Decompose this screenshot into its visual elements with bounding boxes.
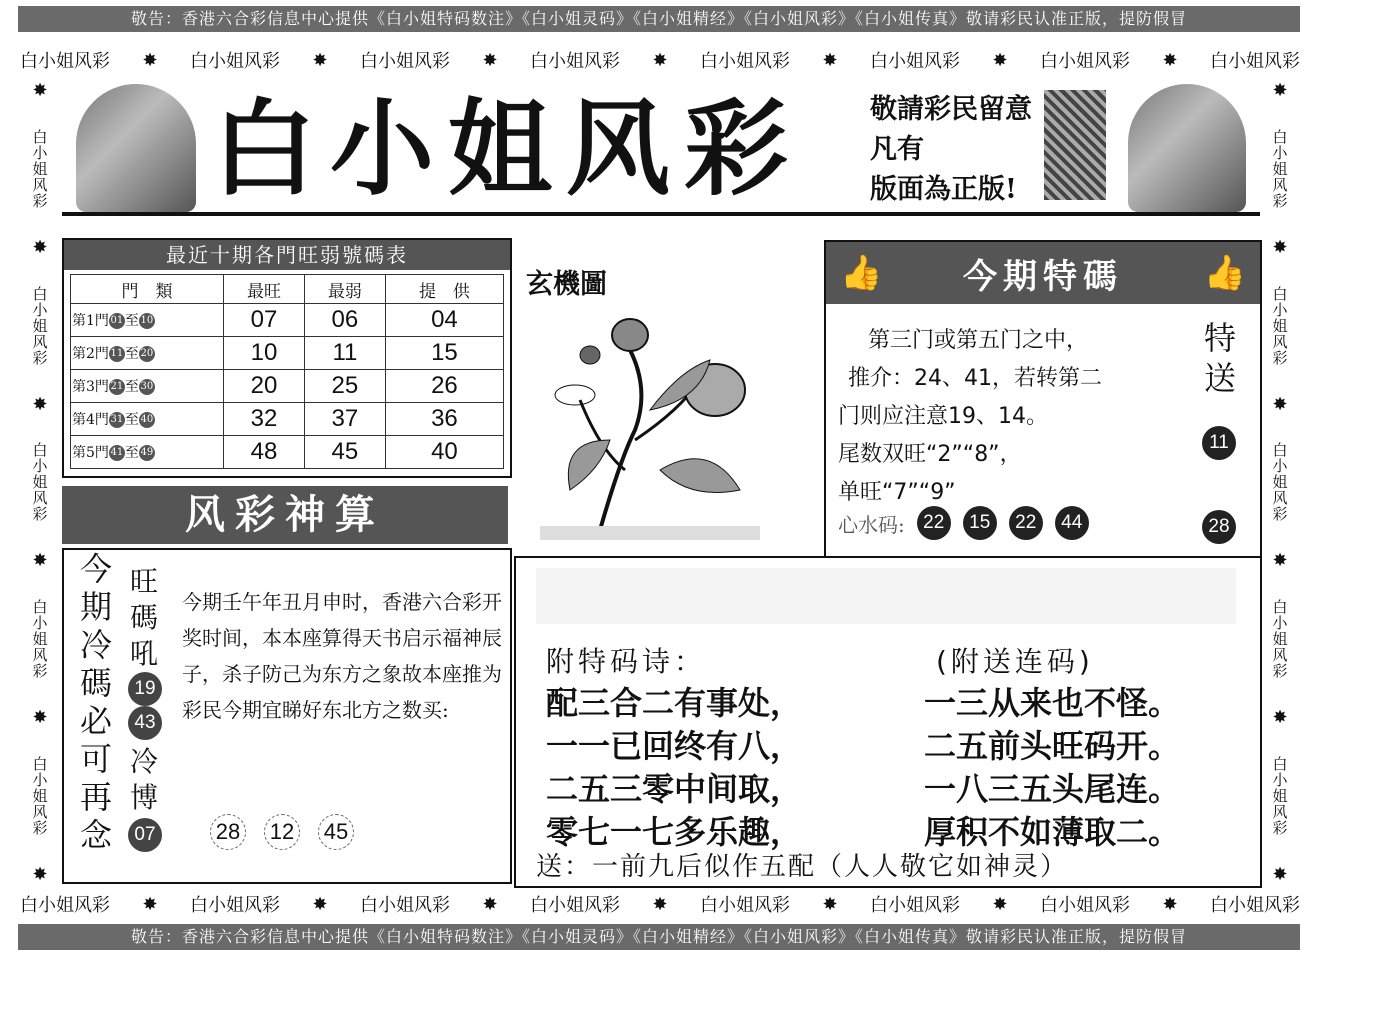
strip-label: 白小姐风彩 (360, 895, 450, 916)
strip-label: 白小姐风彩 (1270, 128, 1289, 209)
poem-line: 厚积不如薄取二。 (924, 813, 1181, 851)
poem-right-lines (924, 682, 1180, 854)
strip-label: 白小姐风彩 (700, 51, 790, 72)
range-from: 31 (109, 412, 125, 428)
provide-cell: 26 (385, 370, 503, 403)
door-table-title: 最近十期各門旺弱號碼表 (64, 240, 510, 270)
tema-line: 尾数双旺“2”“8”， (838, 442, 1022, 467)
tema-line: 单旺“7”“9” (838, 480, 956, 505)
range-from: 21 (109, 379, 125, 395)
star-icon: ✸ (32, 550, 48, 572)
portrait-right-image (1128, 84, 1246, 212)
mid-ball: 07 (128, 818, 162, 852)
stamp-image (1044, 90, 1106, 200)
star-icon: ✸ (32, 80, 48, 101)
to-label: 至 (124, 379, 139, 395)
xuanji-title: 玄機圖 (526, 269, 607, 300)
door-table-panel (62, 238, 512, 478)
min-cell: 45 (304, 436, 385, 469)
strip-label: 白小姐风彩 (1210, 51, 1300, 72)
poem-panel (514, 556, 1262, 888)
min-cell: 25 (304, 370, 385, 403)
mid-ball: 43 (128, 706, 162, 740)
strip-label: 白小姐风彩 (360, 51, 450, 72)
fengcai-mid-column-top: 旺碼吼 (130, 565, 159, 670)
star-icon: ✸ (142, 49, 158, 71)
special-label: 特送 (1203, 319, 1236, 397)
poem-line: 一八三五头尾连。 (924, 770, 1181, 808)
top-strip (20, 46, 1300, 74)
min-cell: 06 (304, 304, 385, 337)
star-icon: ✸ (1272, 550, 1288, 572)
tema-title: 今期特碼 (963, 256, 1123, 297)
strip-label: 白小姐风彩 (20, 51, 110, 72)
masthead-divider (62, 212, 1260, 216)
star-icon: ✸ (1162, 893, 1178, 915)
tema-line: 推介：24、41，若转第二 (848, 366, 1102, 391)
star-icon: ✸ (1272, 863, 1288, 885)
masthead-notice (870, 90, 1050, 210)
max-cell: 20 (224, 370, 305, 403)
door-table (70, 274, 504, 469)
heart-numbers-row (838, 506, 1089, 540)
bottom-banner: 敬告：香港六合彩信息中心提供《白小姐特码数注》《白小姐灵码》《白小姐精经》《白小姐风彩》《白小姐传真》敬请彩民认准正版，提防假冒 (18, 924, 1300, 950)
poem-subtitle: (附送连码) (936, 645, 1094, 678)
strip-label: 白小姐风彩 (1210, 895, 1300, 916)
flower-drawing (540, 300, 780, 540)
fengcai-left-column: 今期冷碼必可再念 (80, 550, 113, 854)
heart-number: 15 (963, 506, 997, 540)
provide-cell: 04 (385, 304, 503, 337)
max-cell: 10 (224, 337, 305, 370)
tema-line: 第三门或第五门之中， (868, 328, 1089, 353)
poem-line: 一三从来也不怪。 (924, 684, 1181, 722)
star-icon: ✸ (32, 393, 48, 415)
thumbs-up-icon: 👍 (1203, 253, 1246, 293)
heart-number: 44 (1055, 506, 1089, 540)
min-cell: 11 (304, 337, 385, 370)
heart-label: 心水码: (838, 512, 905, 537)
tema-panel (824, 240, 1262, 558)
strip-label: 白小姐风彩 (20, 895, 110, 916)
strip-label: 白小姐风彩 (30, 442, 49, 523)
poem-blank-area (536, 568, 1236, 624)
star-icon: ✸ (652, 893, 668, 915)
table-row (71, 370, 504, 403)
strip-label: 白小姐风彩 (1270, 756, 1289, 837)
star-icon: ✸ (32, 863, 48, 885)
heart-number: 22 (1009, 506, 1043, 540)
star-icon: ✸ (32, 236, 48, 258)
door-label: 第4門 (72, 412, 109, 428)
strip-label: 白小姐风彩 (1040, 51, 1130, 72)
star-icon: ✸ (1272, 393, 1288, 415)
table-header-cell: 最弱 (304, 275, 385, 304)
star-icon: ✸ (312, 49, 328, 71)
masthead (62, 84, 1260, 214)
star-icon: ✸ (1272, 236, 1288, 258)
range-from: 41 (109, 445, 125, 461)
fengcai-title: 风彩神算 (62, 486, 508, 544)
top-banner: 敬告：香港六合彩信息中心提供《白小姐特码数注》《白小姐灵码》《白小姐精经》《白小姐风彩》《白小姐传真》敬请彩民认准正版，提防假冒 (18, 6, 1300, 32)
star-icon: ✸ (32, 707, 48, 729)
thumbs-up-icon: 👍 (840, 253, 883, 293)
fengcai-text: 今期壬午年丑月申时，香港六合彩开奖时间，本本座算得天书启示福神辰子，杀子防己为东方之象故本座推为彩民今期宜睇好东北方之数买: (182, 590, 502, 722)
table-header-cell: 最旺 (224, 275, 305, 304)
tema-line: 门则应注意19、14。 (838, 404, 1048, 429)
poem-title: 附特码诗： (546, 645, 707, 678)
star-icon: ✸ (822, 49, 838, 71)
strip-label: 白小姐风彩 (1270, 442, 1289, 523)
fengcai-numbers (210, 814, 354, 850)
portrait-left-image (76, 84, 196, 212)
table-row (71, 304, 504, 337)
notice-line: 敬請彩民留意 (870, 94, 1032, 125)
strip-label: 白小姐风彩 (1270, 599, 1289, 680)
star-icon: ✸ (992, 49, 1008, 71)
tema-header (826, 242, 1260, 304)
table-row (71, 403, 504, 436)
strip-label: 白小姐风彩 (190, 895, 280, 916)
left-strip (24, 80, 56, 885)
strip-label: 白小姐风彩 (700, 895, 790, 916)
to-label: 至 (124, 445, 139, 461)
star-icon: ✸ (1162, 49, 1178, 71)
table-header-cell: 提 供 (385, 275, 503, 304)
star-icon: ✸ (482, 893, 498, 915)
table-row (71, 436, 504, 469)
provide-cell: 40 (385, 436, 503, 469)
special-number: 11 (1202, 426, 1236, 460)
to-label: 至 (124, 412, 139, 428)
fengcai-panel (62, 548, 512, 884)
poem-line: 一一已回终有八， (546, 727, 803, 765)
right-strip (1264, 80, 1296, 885)
to-label: 至 (124, 313, 139, 329)
fengcai-number: 45 (318, 814, 354, 850)
star-icon: ✸ (312, 893, 328, 915)
star-icon: ✸ (1272, 80, 1288, 101)
star-icon: ✸ (992, 893, 1008, 915)
max-cell: 48 (224, 436, 305, 469)
poem-footer: 送：一前九后似作五配（人人敬它如神灵） (536, 852, 1069, 882)
poem-line: 二五前头旺码开。 (924, 727, 1181, 765)
poem-line: 零七一七多乐趣， (546, 813, 803, 851)
door-label: 第2門 (72, 346, 109, 362)
star-icon: ✸ (142, 893, 158, 915)
table-header-row (71, 275, 504, 304)
door-label: 第3門 (72, 379, 109, 395)
strip-label: 白小姐风彩 (190, 51, 280, 72)
star-icon: ✸ (1272, 707, 1288, 729)
table-row (71, 337, 504, 370)
special-number: 28 (1202, 510, 1236, 544)
mid-ball: 19 (128, 672, 162, 706)
fengcai-number: 12 (264, 814, 300, 850)
provide-cell: 36 (385, 403, 503, 436)
max-cell: 07 (224, 304, 305, 337)
min-cell: 37 (304, 403, 385, 436)
range-to: 40 (139, 412, 155, 428)
strip-label: 白小姐风彩 (870, 895, 960, 916)
door-label: 第1門 (72, 313, 109, 329)
notice-line: 版面為正版! (870, 174, 1017, 205)
strip-label: 白小姐风彩 (30, 756, 49, 837)
strip-label: 白小姐风彩 (30, 128, 49, 209)
max-cell: 32 (224, 403, 305, 436)
poem-line: 配三合二有事处， (546, 684, 803, 722)
star-icon: ✸ (482, 49, 498, 71)
table-header-cell: 門 類 (71, 275, 224, 304)
door-label: 第5門 (72, 445, 109, 461)
notice-line: 凡有 (870, 134, 924, 165)
strip-label: 白小姐风彩 (1040, 895, 1130, 916)
bottom-strip (20, 890, 1300, 918)
strip-label: 白小姐风彩 (30, 599, 49, 680)
star-icon: ✸ (822, 893, 838, 915)
poem-left-lines (546, 682, 802, 854)
range-to: 10 (139, 313, 155, 329)
fengcai-mid-column-bottom: 冷博 (130, 745, 159, 814)
fengcai-number: 28 (210, 814, 246, 850)
provide-cell: 15 (385, 337, 503, 370)
tema-text (838, 322, 1188, 512)
range-to: 30 (139, 379, 155, 395)
range-to: 20 (139, 346, 155, 362)
range-from: 11 (109, 346, 125, 362)
strip-label: 白小姐风彩 (530, 895, 620, 916)
range-from: 01 (109, 313, 125, 329)
star-icon: ✸ (652, 49, 668, 71)
strip-label: 白小姐风彩 (870, 51, 960, 72)
poem-line: 二五三零中间取， (546, 770, 803, 808)
to-label: 至 (124, 346, 139, 362)
heart-number: 22 (917, 506, 951, 540)
strip-label: 白小姐风彩 (1270, 285, 1289, 366)
range-to: 49 (139, 445, 155, 461)
strip-label: 白小姐风彩 (530, 51, 620, 72)
masthead-title: 白小姐风彩 (212, 87, 803, 210)
strip-label: 白小姐风彩 (30, 285, 49, 366)
